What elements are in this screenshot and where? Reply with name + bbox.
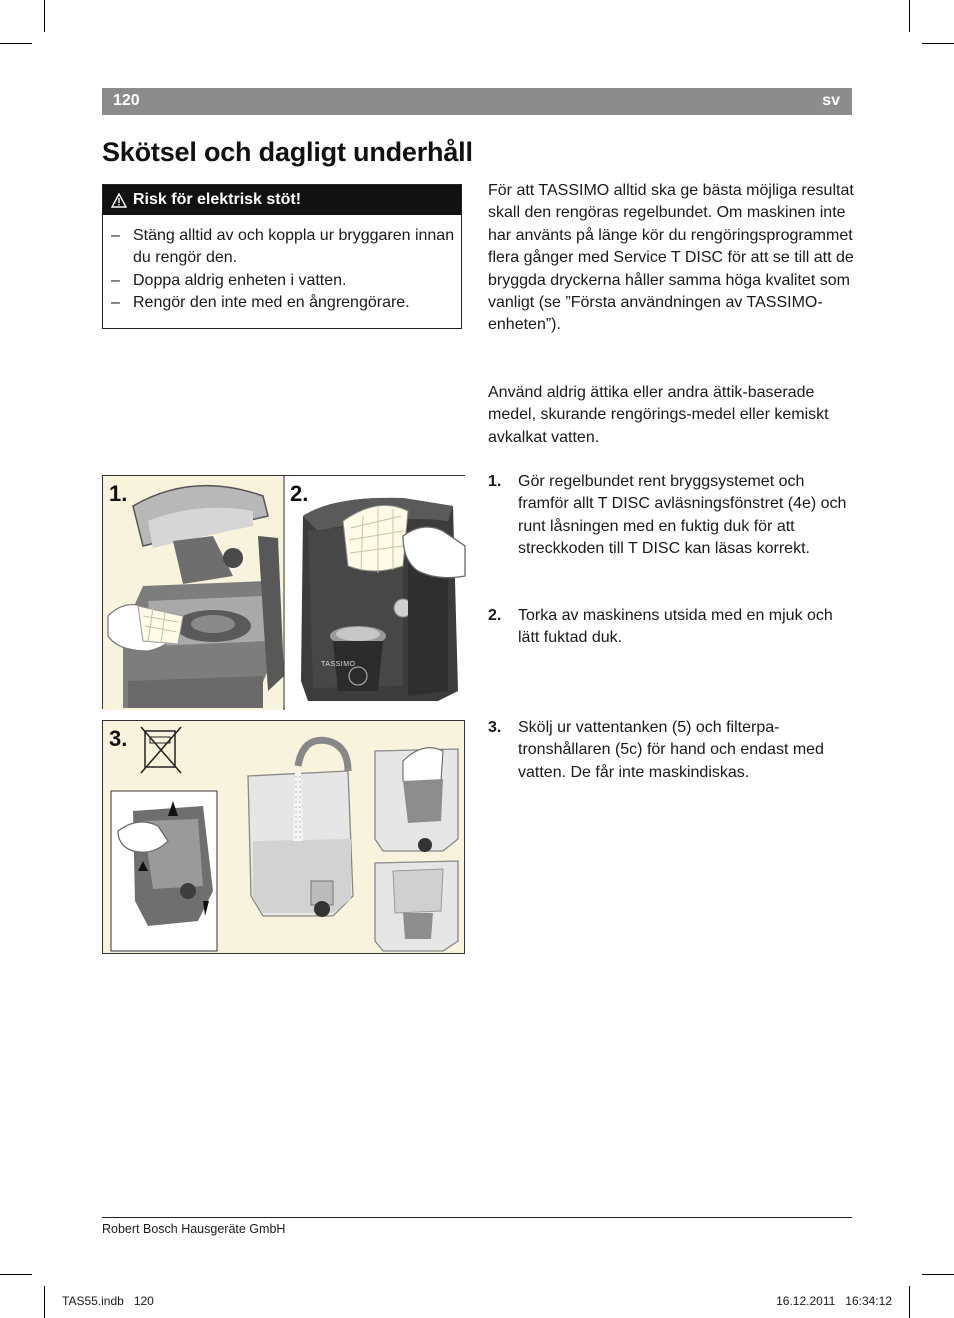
- step-text: Torka av maskinens utsida med en mjuk och lätt fuktad duk.: [518, 607, 833, 647]
- tank-removal-illustration: [111, 791, 217, 951]
- water-tank-illustration: [248, 740, 353, 917]
- machine-brand-text: TASSIMO: [321, 661, 356, 668]
- warning-heading-text: Risk för elektrisk stöt!: [133, 191, 302, 208]
- caution-paragraph: Använd aldrig ättika eller andra ättik-baserade medel, skurande rengörings-medel eller kemiskt avkalkat vatten.: [488, 384, 829, 446]
- print-date-info: 16.12.2011 16:34:12: [776, 1294, 892, 1308]
- crop-mark: [922, 43, 954, 44]
- page-title: Skötsel och dagligt underhåll: [102, 137, 473, 167]
- step-3: [488, 717, 858, 784]
- crop-mark: [0, 43, 32, 44]
- footer-divider: [102, 1217, 852, 1218]
- brewer-open-illustration: [103, 476, 284, 710]
- illustration-drawing: [103, 721, 466, 955]
- figure-label-3: 3.: [109, 726, 128, 751]
- crop-mark: [909, 0, 910, 32]
- crop-mark: [44, 1286, 45, 1318]
- crop-mark: [922, 1274, 954, 1275]
- warning-triangle-icon: [111, 193, 127, 208]
- illustration-steps-1-2: [102, 475, 465, 709]
- intro-paragraph: För att TASSIMO alltid ska ge bästa möjliga resultat skall den rengöras regelbundet. Om maskinen inte har använts på länge kör du rengöringsprogrammet flera gånger med Service T DISC för att se till att de bryggda dryckerna håller samma höga kvalitet som vanligt (se ”Första användningen av TASSIMO-enheten”).: [488, 182, 854, 334]
- step-1: [488, 471, 858, 561]
- warning-item: – Stäng alltid av och koppla ur bryggaren innan du rengör den.: [111, 225, 457, 270]
- step-number: 1.: [488, 473, 502, 490]
- machine-wiping-illustration: [285, 476, 466, 710]
- step-text: Skölj ur vattentanken (5) och filterpa-tronshållaren (5c) för hand och endast med vatten. De får inte maskindiskas.: [518, 719, 824, 781]
- crop-mark: [909, 1286, 910, 1318]
- no-dishwasher-icon: [141, 727, 181, 773]
- warning-item: – Rengör den inte med en ångrengörare.: [111, 292, 457, 314]
- illustration-step-3: [102, 720, 465, 954]
- warning-box: [102, 184, 462, 329]
- illustration-drawing: [103, 476, 466, 710]
- crop-mark: [0, 1274, 32, 1275]
- step-text: Gör regelbundet rent bryggsystemet och framför allt T DISC avläsningsfönstret (4e) och runt låsningen med en fuktig duk för att streckkoden till T DISC kan läsas korrekt.: [518, 473, 847, 558]
- warning-heading: [103, 185, 461, 215]
- step-number: 2.: [488, 607, 502, 624]
- page-header-bar: [102, 88, 852, 115]
- figure-label-1: 1.: [109, 481, 128, 506]
- language-code: sv: [822, 92, 840, 109]
- print-file-info: TAS55.indb 120: [62, 1294, 154, 1308]
- filter-holder-illustration: [375, 748, 458, 951]
- page-number: 120: [113, 92, 140, 109]
- crop-mark: [44, 0, 45, 32]
- warning-item: – Doppa aldrig enheten i vatten.: [111, 270, 457, 292]
- figure-label-2: 2.: [290, 481, 309, 506]
- warning-list: [103, 225, 461, 315]
- footer-company: Robert Bosch Hausgeräte GmbH: [102, 1222, 286, 1236]
- step-2: [488, 605, 858, 650]
- step-number: 3.: [488, 719, 502, 736]
